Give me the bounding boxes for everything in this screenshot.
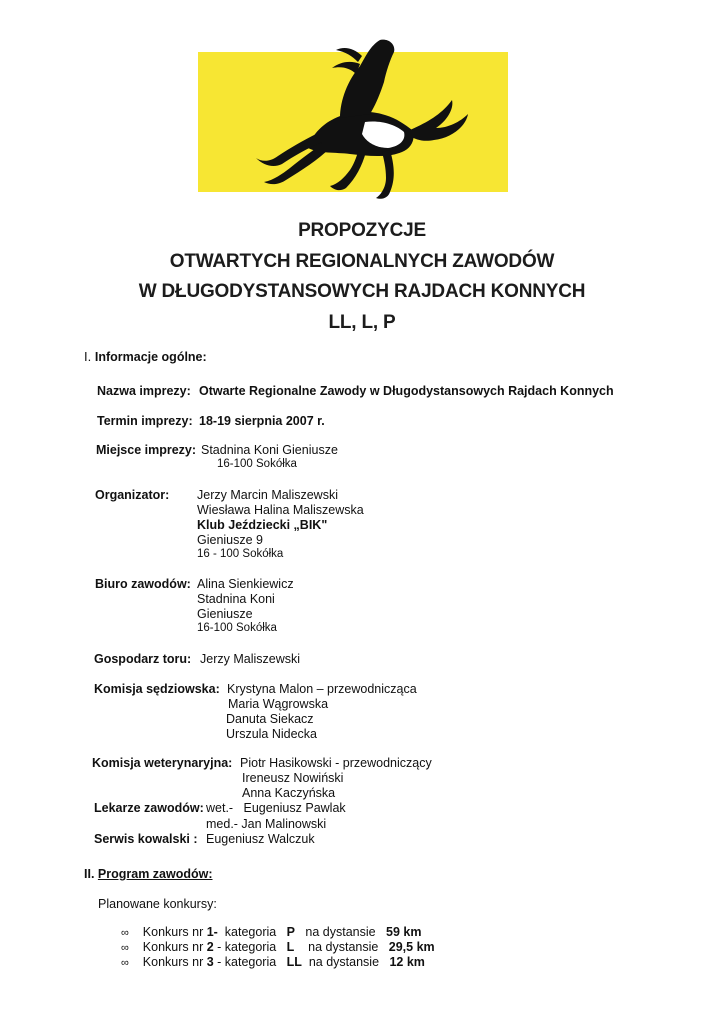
komisja-sedziowska-line: Danuta Siekacz [226, 712, 314, 726]
section-1-title: Informacje ogólne: [94, 350, 207, 364]
organizator-line: 16 - 100 Sokółka [197, 548, 284, 560]
komisja-weterynaryjna-line: Ireneusz Nowiński [242, 771, 344, 785]
gospodarz-toru-label: Gospodarz toru: [94, 652, 192, 666]
section-2-number: II. [84, 867, 95, 881]
planowane-konkursy-intro: Planowane konkursy: [98, 897, 217, 911]
miejsce-line: Stadnina Koni Gieniusze [201, 443, 338, 457]
infinity-bullet-icon: ∞ [120, 942, 129, 954]
gospodarz-toru-value: Jerzy Maliszewski [200, 652, 301, 666]
biuro-line: 16-100 Sokółka [197, 622, 277, 634]
list-item: ∞ Konkurs nr 2 - kategoria L na dystansie 29,5 km [120, 940, 435, 954]
biuro-line: Gieniusze [197, 607, 253, 621]
document-title-line-1: PROPOZYCJE [298, 220, 426, 241]
list-item: ∞ Konkurs nr 3 - kategoria LL na dystansie 12 km [120, 955, 425, 969]
organizator-line: Jerzy Marcin Maliszewski [197, 488, 338, 502]
komisja-sedziowska-label: Komisja sędziowska: [94, 682, 220, 696]
document-title-line-4: LL, L, P [328, 312, 396, 333]
organizator-line: Klub Jeździecki „BIK" [197, 518, 328, 532]
document-title-line-3: W DŁUGODYSTANSOWYCH RAJDACH KONNYCH [138, 281, 586, 302]
komisja-sedziowska-line: Krystyna Malon – przewodnicząca [227, 682, 417, 696]
nazwa-imprezy-label: Nazwa imprezy: [97, 384, 191, 398]
komisja-sedziowska-line: Urszula Nidecka [226, 727, 318, 741]
lekarze-line: wet.- Eugeniusz Pawlak [206, 801, 346, 815]
serwis-kowalski-label: Serwis kowalski : [94, 832, 198, 846]
section-2-heading [84, 867, 213, 881]
termin-imprezy-value: 18-19 sierpnia 2007 r. [199, 414, 325, 428]
biuro-line: Stadnina Koni [197, 592, 275, 606]
komisja-sedziowska-line: Maria Wągrowska [228, 697, 329, 711]
document-title-line-2: OTWARTYCH REGIONALNYCH ZAWODÓW [169, 251, 555, 272]
serwis-kowalski-value: Eugeniusz Walczuk [206, 832, 315, 846]
section-1-heading [84, 349, 207, 364]
miejsce-line: 16-100 Sokółka [217, 458, 297, 470]
termin-imprezy-label: Termin imprezy: [97, 414, 193, 428]
biuro-zawodow-label: Biuro zawodów: [95, 577, 191, 591]
section-1-number: I. [84, 349, 92, 364]
lekarze-line: med.- Jan Malinowski [206, 817, 327, 831]
galloping-horse-logo [190, 30, 508, 212]
organizator-line: Gieniusze 9 [197, 533, 264, 547]
komisja-weterynaryjna-line: Piotr Hasikowski - przewodniczący [240, 756, 432, 770]
section-2-title: Program zawodów: [97, 867, 213, 881]
infinity-bullet-icon: ∞ [120, 927, 129, 939]
komisja-weterynaryjna-line: Anna Kaczyńska [242, 786, 336, 800]
komisja-weterynaryjna-label: Komisja weterynaryjna: [92, 756, 233, 770]
organizator-label: Organizator: [95, 488, 170, 502]
organizator-line: Wiesława Halina Maliszewska [197, 503, 364, 517]
infinity-bullet-icon: ∞ [120, 957, 129, 969]
list-item: ∞ Konkurs nr 1- kategoria P na dystansie 59 km [120, 925, 422, 939]
miejsce-imprezy-label: Miejsce imprezy: [96, 443, 197, 457]
nazwa-imprezy-value: Otwarte Regionalne Zawody w Długodystansowych Rajdach Konnych [199, 384, 614, 398]
biuro-line: Alina Sienkiewicz [197, 577, 294, 591]
lekarze-zawodow-label: Lekarze zawodów: [94, 801, 204, 815]
